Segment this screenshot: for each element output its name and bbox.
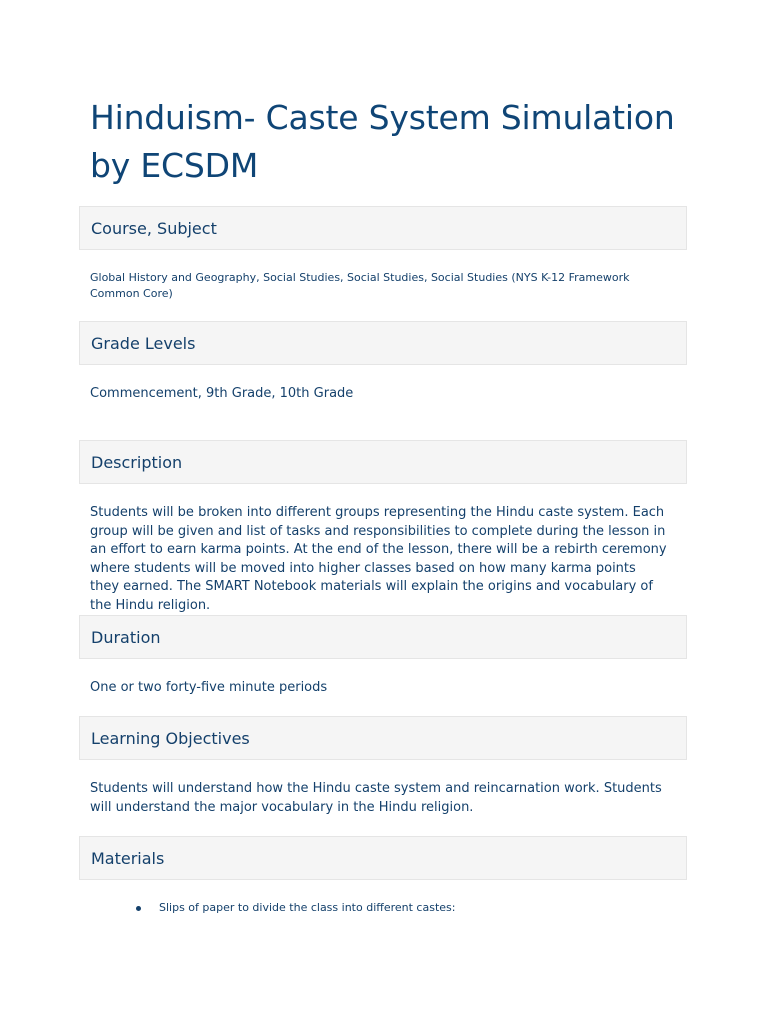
description-text: Students will be broken into different groups representing the Hindu caste system. Each group will be given and list of tasks and responsibilities to complete during the lesson in an effort to earn karma points. At the end of the lesson, there will be a rebirth ceremony where students will be moved into higher classes based on how many karma points they earned. The SMART Notebook materials will explain the origins and vocabulary of the Hindu religion. <box>90 505 667 613</box>
learning-objectives-text: Students will understand how the Hindu caste system and reincarnation work. Students will understand the major vocabulary in the Hindu religion. <box>90 781 662 815</box>
bullet-dot-icon <box>136 906 141 911</box>
section-header-description <box>79 440 687 484</box>
section-heading: Course, Subject <box>91 219 217 238</box>
section-header-course-subject <box>79 206 687 250</box>
section-header-duration <box>79 615 687 659</box>
materials-list <box>134 899 455 917</box>
course-subject-text: Global History and Geography, Social Studies, Social Studies, Social Studies (NYS K-12 Framework Common Core) <box>90 271 630 300</box>
grade-levels-text: Commencement, 9th Grade, 10th Grade <box>90 386 354 401</box>
section-header-materials <box>79 836 687 880</box>
section-header-learning-objectives <box>79 716 687 760</box>
section-heading: Description <box>91 453 183 472</box>
section-heading: Materials <box>91 849 165 868</box>
materials-item-text: Slips of paper to divide the class into different castes: <box>159 901 456 914</box>
section-heading: Grade Levels <box>91 334 196 353</box>
section-heading: Duration <box>91 628 161 647</box>
list-item <box>134 899 455 917</box>
section-heading: Learning Objectives <box>91 729 250 748</box>
page-title: Hinduism- Caste System Simulation by ECSDM <box>90 98 675 185</box>
duration-text: One or two forty-five minute periods <box>90 680 328 695</box>
section-header-grade-levels <box>79 321 687 365</box>
